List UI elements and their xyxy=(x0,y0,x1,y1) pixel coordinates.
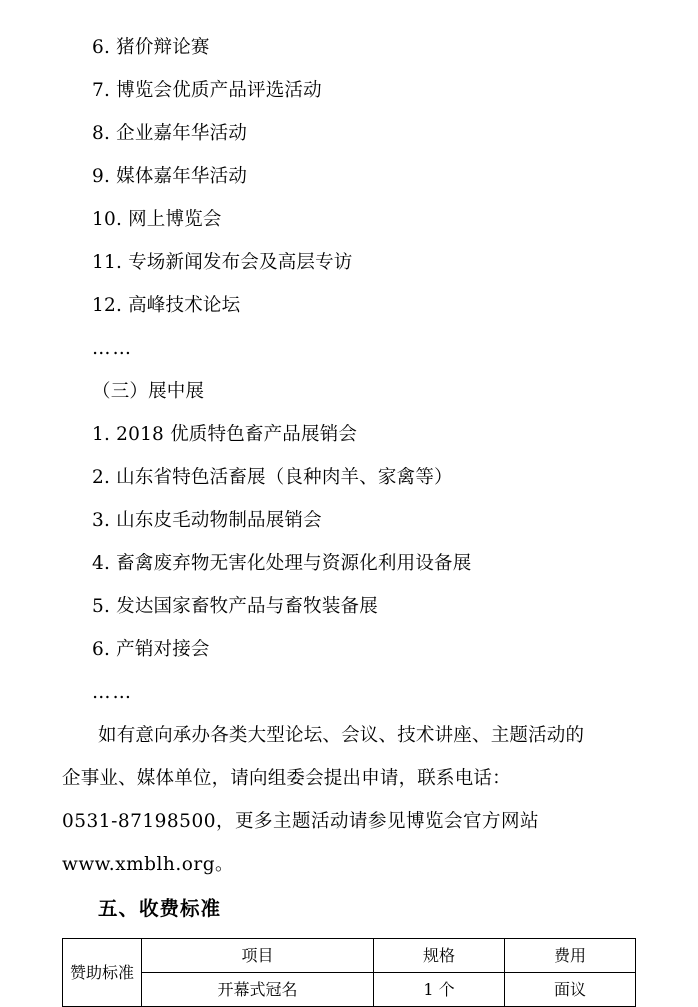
list-section-activities xyxy=(62,26,636,327)
list-item: 12. 高峰技术论坛 xyxy=(92,295,241,316)
list-item: 6. 猪价辩论赛 xyxy=(92,37,210,58)
list-item: 1. 2018 优质特色畜产品展销会 xyxy=(92,424,358,445)
paragraph-line: 企事业、媒体单位，请向组委会提出申请，联系电话： xyxy=(62,768,511,789)
ellipsis-marker: …… xyxy=(92,682,133,703)
table-row xyxy=(63,973,636,1007)
list-item: 5. 发达国家畜牧产品与畜牧装备展 xyxy=(92,596,378,617)
section-heading-fees: 五、收费标准 xyxy=(98,897,222,920)
list-item: 3. 山东皮毛动物制品展销会 xyxy=(92,510,322,531)
list-item: 6. 产销对接会 xyxy=(92,639,210,660)
list-item: 10. 网上博览会 xyxy=(92,209,222,230)
table-header-spec: 规格 xyxy=(374,939,505,973)
list-item: 8. 企业嘉年华活动 xyxy=(92,123,248,144)
list-item: 2. 山东省特色活畜展（良种肉羊、家禽等） xyxy=(92,467,453,488)
table-cell-fee: 面议 xyxy=(505,973,636,1007)
list-item: 4. 畜禽废弃物无害化处理与资源化利用设备展 xyxy=(92,553,472,574)
contact-paragraph xyxy=(62,714,636,886)
paragraph-line-website: www.xmblh.org。 xyxy=(62,854,235,875)
paragraph-line: 0531-87198500，更多主题活动请参见博览会官方网站 xyxy=(62,811,539,832)
fee-table xyxy=(62,938,636,1007)
table-header-fee: 费用 xyxy=(505,939,636,973)
list-item: 7. 博览会优质产品评选活动 xyxy=(92,80,322,101)
list-item: 9. 媒体嘉年华活动 xyxy=(92,166,248,187)
ellipsis-marker: …… xyxy=(92,338,133,359)
list-section-exhibitions xyxy=(62,413,636,671)
table-cell-item: 开幕式冠名 xyxy=(142,973,374,1007)
table-header-item: 项目 xyxy=(142,939,374,973)
subheading-exhibition-within: （三）展中展 xyxy=(92,381,205,402)
paragraph-line: 如有意向承办各类大型论坛、会议、技术讲座、主题活动的 xyxy=(98,725,585,746)
table-row-header xyxy=(63,939,636,973)
table-cell-spec: 1 个 xyxy=(374,973,505,1007)
list-item: 11. 专场新闻发布会及高层专访 xyxy=(92,252,353,273)
table-cell-sponsor-standard: 赞助标准 xyxy=(63,939,142,1007)
